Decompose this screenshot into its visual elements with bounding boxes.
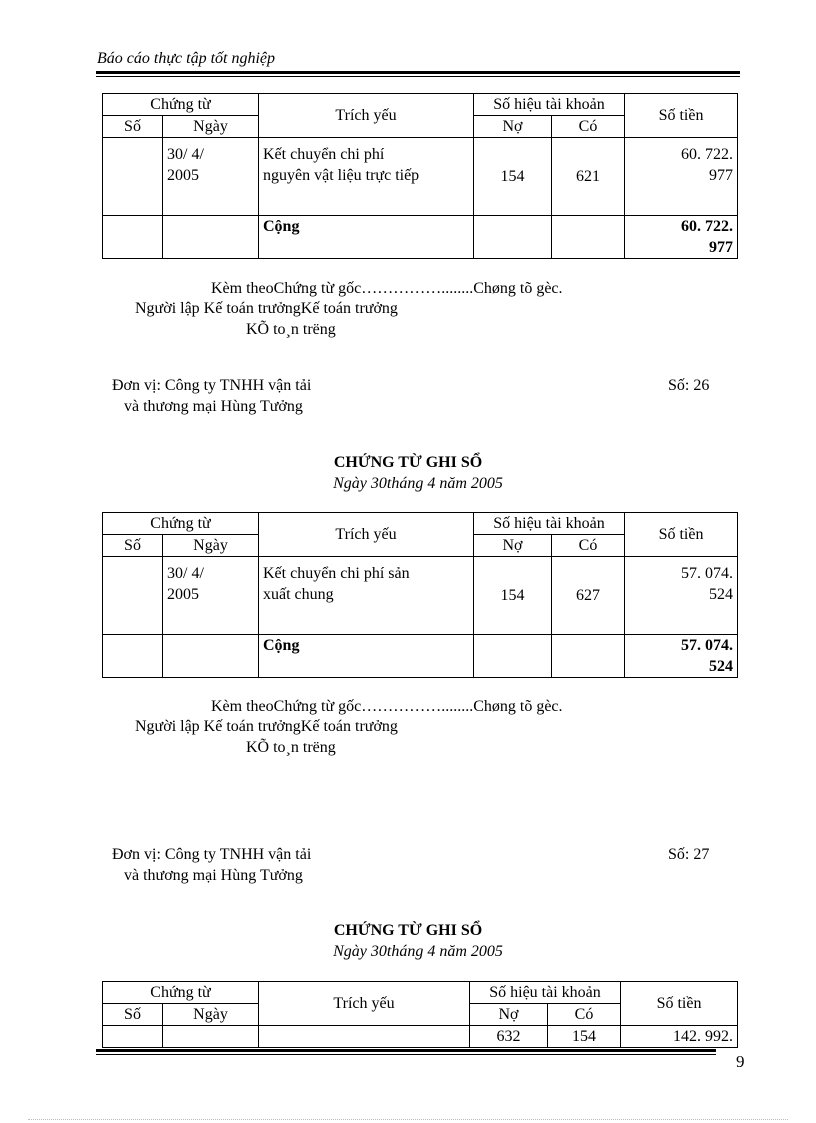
header-ngay: Ngày	[163, 535, 259, 557]
total-label: Cộng	[259, 635, 474, 678]
cell-no: 154	[474, 138, 552, 216]
cell-so-tien: 60. 722. 977	[625, 138, 738, 216]
total-label: Cộng	[259, 216, 474, 259]
cell-so	[103, 557, 163, 635]
header-rule-thick	[96, 71, 740, 74]
header-so: Số	[103, 535, 163, 557]
table-row	[103, 138, 738, 216]
cell-ngay: 30/ 4/ 2005	[163, 557, 259, 635]
cell-so-tien: 142. 992.	[621, 1026, 738, 1048]
footer-rule-thick	[96, 1049, 716, 1052]
header-chung-tu: Chứng từ	[103, 513, 259, 535]
page-bottom-dotted-border	[28, 1119, 788, 1120]
ledger-table-3	[102, 981, 738, 1048]
cell-trich-yeu: Kết chuyển chi phí nguyên vật liệu trực tiếp	[259, 138, 474, 216]
header-so-tien: Số tiền	[625, 94, 738, 138]
footer-rule-thin	[96, 1054, 716, 1055]
header-so: Số	[103, 1004, 163, 1026]
cell-so-tien: 57. 074. 524	[625, 557, 738, 635]
total-amount: 60. 722. 977	[625, 216, 738, 259]
cell-trich-yeu	[259, 1026, 470, 1048]
voucher-number: Số: 27	[668, 846, 710, 863]
cell-ngay	[163, 1026, 259, 1048]
voucher-title: CHỨNG TỪ GHI SỔ	[333, 454, 483, 471]
cell-co: 154	[548, 1026, 621, 1048]
cell-so	[103, 138, 163, 216]
table-total-row	[103, 635, 738, 678]
footer-line-2: Người lập Kế toán trưởngKế toán trưởng	[135, 300, 398, 317]
header-no: Nợ	[474, 535, 552, 557]
cell-co: 627	[552, 557, 625, 635]
footer-line-2: Người lập Kế toán trưởngKế toán trưởng	[135, 718, 398, 735]
footer-line-3: KÕ to¸n trëng	[246, 739, 336, 756]
page-number: 9	[736, 1052, 745, 1071]
header-so-tien: Số tiền	[621, 982, 738, 1026]
header-ngay: Ngày	[163, 1004, 259, 1026]
voucher-title: CHỨNG TỪ GHI SỔ	[333, 922, 483, 939]
cell-trich-yeu: Kết chuyển chi phí sản xuất chung	[259, 557, 474, 635]
header-co: Có	[552, 535, 625, 557]
header-no: Nợ	[474, 116, 552, 138]
header-no: Nợ	[470, 1004, 548, 1026]
page-header-title: Báo cáo thực tập tốt nghiệp	[97, 50, 276, 67]
header-co: Có	[552, 116, 625, 138]
header-so-hieu: Số hiệu tài khoản	[474, 94, 625, 116]
header-chung-tu: Chứng từ	[103, 982, 259, 1004]
ledger-table-1	[102, 93, 738, 259]
voucher-date: Ngày 30tháng 4 năm 2005	[333, 475, 503, 492]
unit-line-2: và thương mại Hùng Tưởng	[124, 867, 303, 884]
cell-so	[103, 1026, 163, 1048]
total-amount: 57. 074. 524	[625, 635, 738, 678]
table-row	[103, 557, 738, 635]
ledger-table-2	[102, 512, 738, 678]
unit-line-1: Đơn vị: Công ty TNHH vận tải	[112, 846, 312, 863]
cell-ngay: 30/ 4/ 2005	[163, 138, 259, 216]
header-trich-yeu: Trích yếu	[259, 94, 474, 138]
unit-line-2: và thương mại Hùng Tưởng	[124, 398, 303, 415]
table-total-row	[103, 216, 738, 259]
cell-no: 632	[470, 1026, 548, 1048]
cell-co: 621	[552, 138, 625, 216]
header-so: Số	[103, 116, 163, 138]
header-chung-tu: Chứng từ	[103, 94, 259, 116]
header-trich-yeu: Trích yếu	[259, 513, 474, 557]
header-rule-thin	[96, 76, 740, 77]
footer-line-1: Kèm theoChứng từ gốc……………........Chøng tõ gèc.	[211, 280, 563, 297]
header-so-hieu: Số hiệu tài khoản	[470, 982, 621, 1004]
footer-line-1: Kèm theoChứng từ gốc……………........Chøng tõ gèc.	[211, 698, 563, 715]
voucher-date: Ngày 30tháng 4 năm 2005	[333, 943, 503, 960]
unit-line-1: Đơn vị: Công ty TNHH vận tải	[112, 377, 312, 394]
footer-line-3: KÕ to¸n trëng	[246, 321, 336, 338]
voucher-number: Số: 26	[668, 377, 710, 394]
cell-no: 154	[474, 557, 552, 635]
header-so-hieu: Số hiệu tài khoản	[474, 513, 625, 535]
table-row	[103, 1026, 738, 1048]
header-trich-yeu: Trích yếu	[259, 982, 470, 1026]
header-so-tien: Số tiền	[625, 513, 738, 557]
header-ngay: Ngày	[163, 116, 259, 138]
header-co: Có	[548, 1004, 621, 1026]
